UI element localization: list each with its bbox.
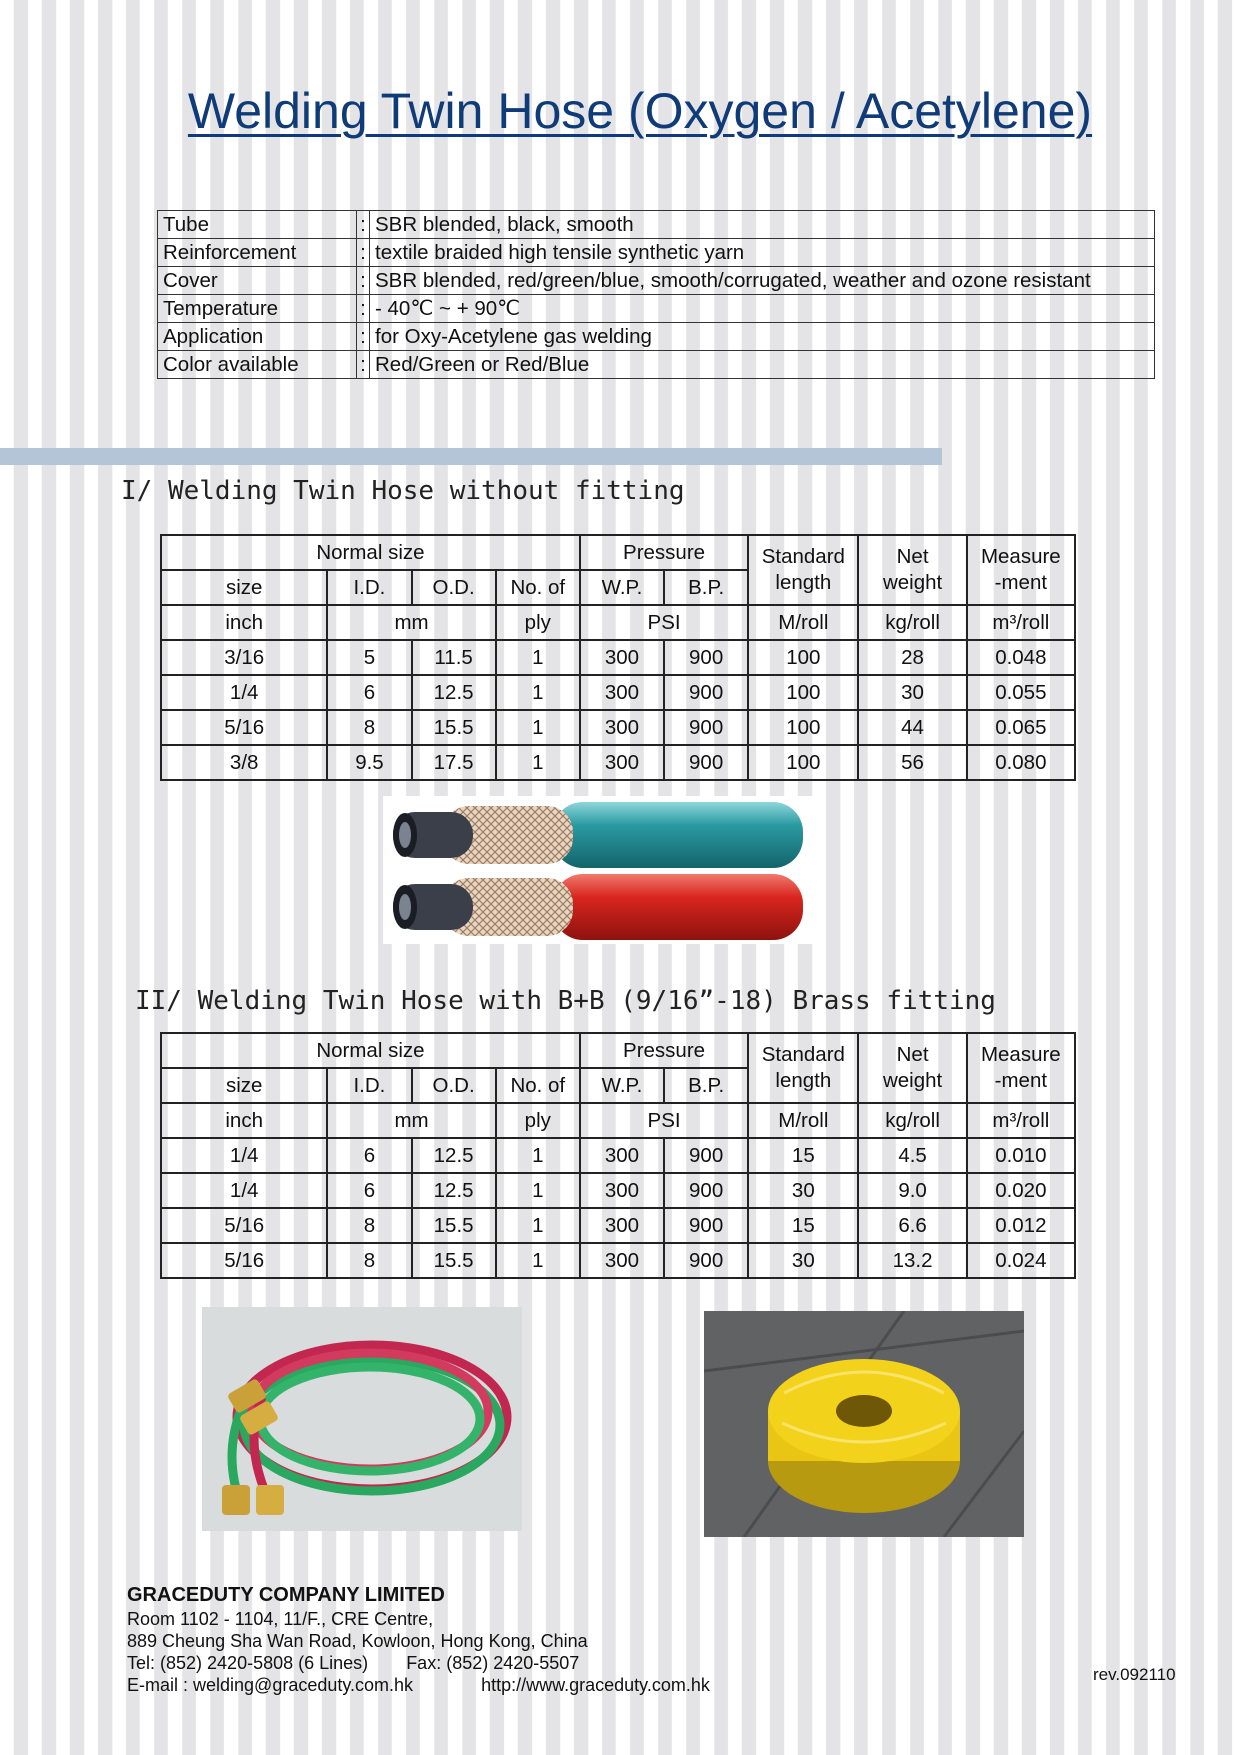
cell-length: 100 — [748, 745, 858, 780]
header-net-weight-line: Net — [896, 1043, 929, 1066]
header-measurement-line: Measure — [980, 1043, 1061, 1066]
cell-measurement: 0.020 — [967, 1173, 1075, 1208]
unit-m3-roll: m³/roll — [967, 605, 1075, 640]
spec-row — [158, 239, 1155, 267]
cell-length: 30 — [748, 1243, 858, 1278]
section2-rows — [161, 1138, 1075, 1278]
company-name: GRACEDUTY COMPANY LIMITED — [127, 1584, 445, 1606]
cell-bp: 900 — [664, 1243, 748, 1278]
table-row — [161, 1138, 1075, 1173]
header-row — [161, 605, 1075, 640]
header-row — [161, 535, 1075, 570]
header-normal-size: Normal size — [161, 1033, 580, 1068]
header-standard-length-line: length — [775, 1069, 832, 1092]
header-size: size — [161, 1068, 327, 1103]
header-net-weight-line: weight — [882, 1069, 943, 1092]
revision-code: rev.092110 — [1093, 1665, 1176, 1684]
spec-label: Application — [158, 323, 357, 351]
cell-id: 5 — [327, 640, 411, 675]
cell-bp: 900 — [664, 675, 748, 710]
cell-size: 1/4 — [161, 1138, 327, 1173]
cell-id: 6 — [327, 675, 411, 710]
cell-od: 11.5 — [412, 640, 496, 675]
cell-od: 15.5 — [412, 710, 496, 745]
unit-ply: ply — [496, 1103, 580, 1138]
cell-size: 5/16 — [161, 1243, 327, 1278]
table-row — [161, 1173, 1075, 1208]
header-measurement-line: -ment — [994, 571, 1048, 594]
cell-od: 15.5 — [412, 1208, 496, 1243]
cell-weight: 13.2 — [858, 1243, 966, 1278]
spec-separator: : — [357, 267, 370, 295]
email-link[interactable]: E-mail : welding@graceduty.com.hk — [127, 1675, 414, 1695]
cell-id: 6 — [327, 1138, 411, 1173]
unit-kg-roll: kg/roll — [858, 1103, 966, 1138]
cell-wp: 300 — [580, 745, 664, 780]
header-row — [161, 1103, 1075, 1138]
cell-ply: 1 — [496, 1173, 580, 1208]
header-net-weight — [858, 535, 966, 605]
cell-od: 12.5 — [412, 1173, 496, 1208]
header-pressure: Pressure — [580, 535, 748, 570]
cell-weight: 4.5 — [858, 1138, 966, 1173]
cell-od: 17.5 — [412, 745, 496, 780]
header-net-weight-line: weight — [882, 571, 943, 594]
spec-label: Temperature — [158, 295, 357, 323]
cell-id: 8 — [327, 710, 411, 745]
unit-inch: inch — [161, 1103, 327, 1138]
header-net-weight — [858, 1033, 966, 1103]
spec-separator: : — [357, 211, 370, 239]
cell-wp: 300 — [580, 710, 664, 745]
spec-row — [158, 267, 1155, 295]
cell-od: 15.5 — [412, 1243, 496, 1278]
header-od: O.D. — [412, 570, 496, 605]
cell-measurement: 0.024 — [967, 1243, 1075, 1278]
hose-cutaway-image — [383, 796, 813, 944]
header-wp: W.P. — [580, 570, 664, 605]
header-measurement-line: Measure — [980, 545, 1061, 568]
cell-ply: 1 — [496, 1208, 580, 1243]
cell-id: 8 — [327, 1208, 411, 1243]
unit-mm: mm — [327, 1103, 495, 1138]
cell-length: 15 — [748, 1208, 858, 1243]
section2-table — [160, 1032, 1076, 1279]
cell-weight: 56 — [858, 745, 966, 780]
header-standard-length — [748, 1033, 858, 1103]
cell-length: 100 — [748, 675, 858, 710]
header-standard-length-line: Standard — [761, 545, 845, 568]
spec-value: SBR blended, red/green/blue, smooth/corrugated, weather and ozone resistant — [370, 267, 1155, 295]
cell-ply: 1 — [496, 640, 580, 675]
cell-ply: 1 — [496, 1138, 580, 1173]
cell-bp: 900 — [664, 745, 748, 780]
header-normal-size: Normal size — [161, 535, 580, 570]
header-bp: B.P. — [664, 570, 748, 605]
unit-inch: inch — [161, 605, 327, 640]
table-row — [161, 1208, 1075, 1243]
cell-wp: 300 — [580, 640, 664, 675]
section1-heading: I/ Welding Twin Hose without fitting — [121, 476, 685, 506]
cell-size: 3/16 — [161, 640, 327, 675]
header-measurement-line: -ment — [994, 1069, 1048, 1092]
cell-wp: 300 — [580, 1138, 664, 1173]
cell-wp: 300 — [580, 1243, 664, 1278]
cell-bp: 900 — [664, 1138, 748, 1173]
spec-separator: : — [357, 323, 370, 351]
cell-length: 100 — [748, 710, 858, 745]
spec-label: Color available — [158, 351, 357, 379]
spec-separator: : — [357, 351, 370, 379]
header-net-weight-line: Net — [896, 545, 929, 568]
unit-ply: ply — [496, 605, 580, 640]
cell-bp: 900 — [664, 640, 748, 675]
unit-m3-roll: m³/roll — [967, 1103, 1075, 1138]
section-divider-bar — [0, 448, 942, 465]
header-no-of: No. of — [496, 1068, 580, 1103]
cell-od: 12.5 — [412, 1138, 496, 1173]
header-row — [161, 1033, 1075, 1068]
cell-measurement: 0.055 — [967, 675, 1075, 710]
header-standard-length-line: length — [775, 571, 832, 594]
twin-hose-coil-image — [202, 1307, 522, 1531]
table-row — [161, 675, 1075, 710]
cell-weight: 6.6 — [858, 1208, 966, 1243]
cell-size: 5/16 — [161, 1208, 327, 1243]
spec-value: Red/Green or Red/Blue — [370, 351, 1155, 379]
cell-ply: 1 — [496, 710, 580, 745]
spec-value: SBR blended, black, smooth — [370, 211, 1155, 239]
spec-label: Reinforcement — [158, 239, 357, 267]
table-row — [161, 1243, 1075, 1278]
unit-psi: PSI — [580, 605, 748, 640]
table-row — [161, 640, 1075, 675]
spec-table — [157, 210, 1155, 379]
cell-bp: 900 — [664, 1173, 748, 1208]
cell-ply: 1 — [496, 1243, 580, 1278]
header-od: O.D. — [412, 1068, 496, 1103]
company-footer — [127, 1582, 710, 1696]
cell-size: 1/4 — [161, 675, 327, 710]
spec-value: - 40℃ ~ + 90℃ — [370, 295, 1155, 323]
spec-separator: : — [357, 295, 370, 323]
header-measurement — [967, 1033, 1075, 1103]
address-line-1: Room 1102 - 1104, 11/F., CRE Centre, — [127, 1609, 434, 1629]
cell-id: 9.5 — [327, 745, 411, 780]
address-line-2: 889 Cheung Sha Wan Road, Kowloon, Hong Kong, China — [127, 1631, 588, 1651]
spec-row — [158, 295, 1155, 323]
cell-measurement: 0.048 — [967, 640, 1075, 675]
unit-m-roll: M/roll — [748, 1103, 858, 1138]
cell-wp: 300 — [580, 675, 664, 710]
cell-wp: 300 — [580, 1173, 664, 1208]
cell-od: 12.5 — [412, 675, 496, 710]
spec-value: for Oxy-Acetylene gas welding — [370, 323, 1155, 351]
section1-rows — [161, 640, 1075, 780]
section2-heading: II/ Welding Twin Hose with B+B (9/16”-18) Brass fitting — [135, 986, 996, 1016]
cell-measurement: 0.010 — [967, 1138, 1075, 1173]
unit-psi: PSI — [580, 1103, 748, 1138]
header-measurement — [967, 535, 1075, 605]
cell-bp: 900 — [664, 710, 748, 745]
packaged-hose-reel-image — [704, 1311, 1024, 1537]
cell-id: 6 — [327, 1173, 411, 1208]
cell-length: 15 — [748, 1138, 858, 1173]
spec-value: textile braided high tensile synthetic yarn — [370, 239, 1155, 267]
header-id: I.D. — [327, 1068, 411, 1103]
cell-ply: 1 — [496, 745, 580, 780]
page-title: Welding Twin Hose (Oxygen / Acetylene) — [187, 83, 1093, 139]
header-bp: B.P. — [664, 1068, 748, 1103]
spec-row — [158, 351, 1155, 379]
fax: Fax: (852) 2420-5507 — [406, 1653, 580, 1673]
header-wp: W.P. — [580, 1068, 664, 1103]
cell-ply: 1 — [496, 675, 580, 710]
cell-measurement: 0.012 — [967, 1208, 1075, 1243]
table-row — [161, 745, 1075, 780]
unit-m-roll: M/roll — [748, 605, 858, 640]
header-id: I.D. — [327, 570, 411, 605]
cell-length: 30 — [748, 1173, 858, 1208]
spec-separator: : — [357, 239, 370, 267]
spec-label: Tube — [158, 211, 357, 239]
cell-weight: 30 — [858, 675, 966, 710]
spec-row — [158, 211, 1155, 239]
hose-cutaway-illustration — [383, 796, 813, 944]
header-size: size — [161, 570, 327, 605]
unit-kg-roll: kg/roll — [858, 605, 966, 640]
spec-row — [158, 323, 1155, 351]
spec-label: Cover — [158, 267, 357, 295]
packaged-hose-reel-illustration — [704, 1311, 1024, 1537]
unit-mm: mm — [327, 605, 495, 640]
twin-hose-coil-illustration — [202, 1307, 522, 1531]
telephone: Tel: (852) 2420-5808 (6 Lines) — [127, 1653, 369, 1673]
cell-measurement: 0.065 — [967, 710, 1075, 745]
cell-weight: 9.0 — [858, 1173, 966, 1208]
header-standard-length — [748, 535, 858, 605]
section1-table — [160, 534, 1076, 781]
cell-id: 8 — [327, 1243, 411, 1278]
header-no-of: No. of — [496, 570, 580, 605]
header-standard-length-line: Standard — [761, 1043, 845, 1066]
cell-size: 1/4 — [161, 1173, 327, 1208]
cell-weight: 44 — [858, 710, 966, 745]
cell-measurement: 0.080 — [967, 745, 1075, 780]
website-link[interactable]: http://www.graceduty.com.hk — [481, 1675, 710, 1695]
cell-bp: 900 — [664, 1208, 748, 1243]
cell-weight: 28 — [858, 640, 966, 675]
cell-wp: 300 — [580, 1208, 664, 1243]
cell-size: 3/8 — [161, 745, 327, 780]
cell-size: 5/16 — [161, 710, 327, 745]
cell-length: 100 — [748, 640, 858, 675]
table-row — [161, 710, 1075, 745]
header-pressure: Pressure — [580, 1033, 748, 1068]
